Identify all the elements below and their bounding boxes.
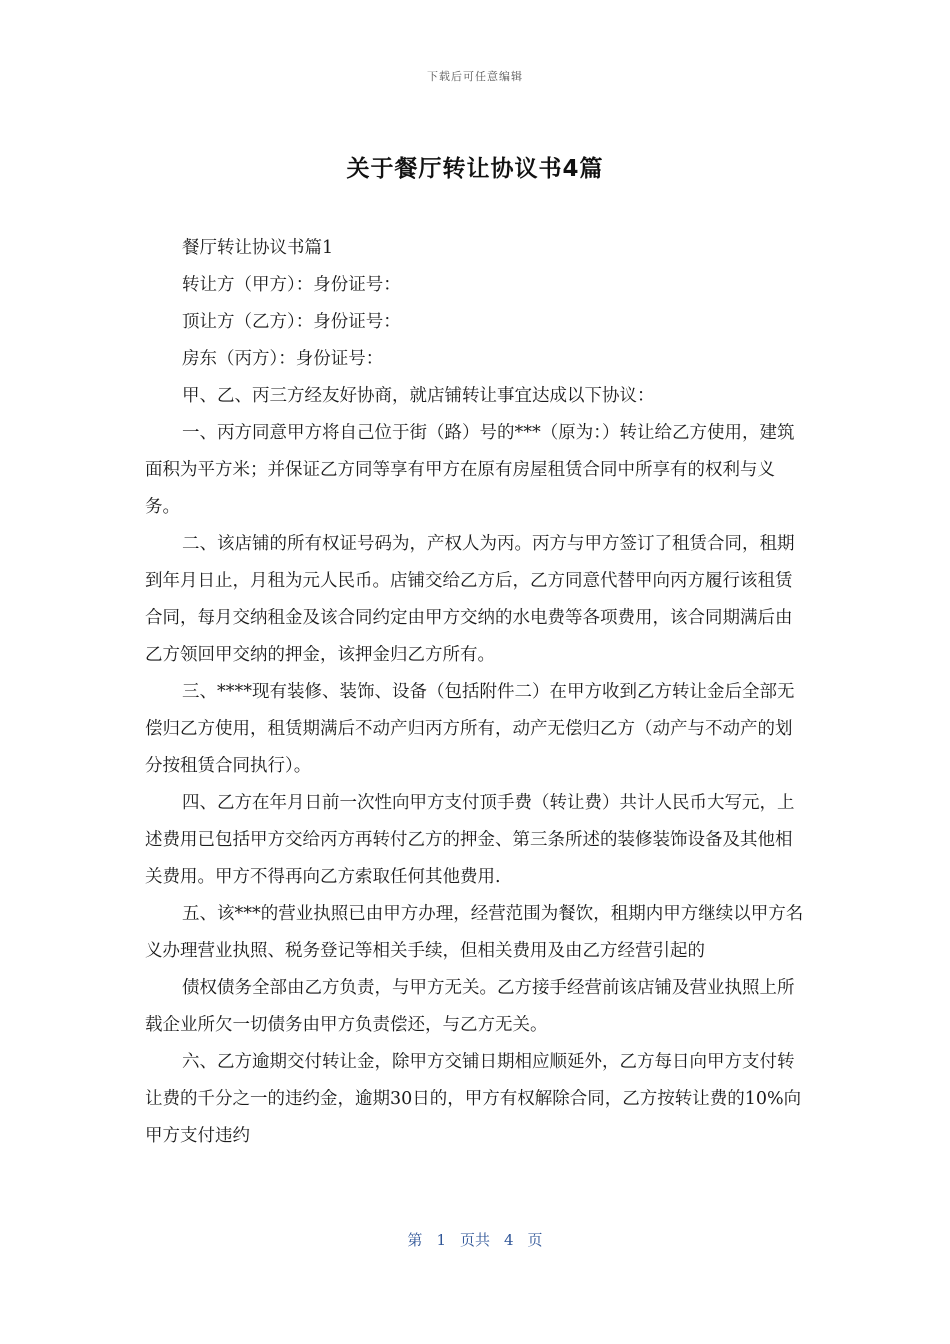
agreement-intro: 甲、乙、丙三方经友好协商，就店铺转让事宜达成以下协议：	[182, 386, 655, 406]
document-title: 关于餐厅转让协议书4篇	[346, 156, 604, 182]
clause-2: 二、该店铺的所有权证号码为，产权人为丙。丙方与甲方签订了租赁合同，租期到年月日止，月租为元人民币。店铺交给乙方后，乙方同意代替甲向丙方履行该租赁合同，每月交纳租金及该合同约定由甲方交纳的水电费等各项费用，该合同期满后由乙方领回甲交纳的押金，该押金归乙方所有。	[145, 534, 795, 665]
clause-6: 六、乙方逾期交付转让金，除甲方交铺日期相应顺延外，乙方每日向甲方支付转让费的千分之一的违约金，逾期30日的，甲方有权解除合同，乙方按转让费的10%向甲方支付违约	[145, 1052, 802, 1146]
clause-1: 一、丙方同意甲方将自己位于街（路）号的***（原为：）转让给乙方使用，建筑面积为平方米；并保证乙方同等享有甲方在原有房屋租赁合同中所享有的权利与义务。	[145, 423, 795, 517]
section-heading: 餐厅转让协议书篇1	[182, 238, 334, 258]
clause-5-continued: 债权债务全部由乙方负责，与甲方无关。乙方接手经营前该店铺及营业执照上所载企业所欠一切债务由甲方负责偿还，与乙方无关。	[145, 978, 795, 1035]
clause-4: 四、乙方在年月日前一次性向甲方支付顶手费（转让费）共计人民币大写元，上述费用已包括甲方交给丙方再转付乙方的押金、第三条所述的装修装饰设备及其他相关费用。甲方不得再向乙方索取任何其他费用.	[145, 793, 795, 887]
document-body	[145, 230, 807, 1155]
party-line-transferor: 转让方（甲方）：身份证号：	[182, 275, 401, 295]
clause-3: 三、****现有装修、装饰、设备（包括附件二）在甲方收到乙方转让金后全部无偿归乙方使用，租赁期满后不动产归丙方所有，动产无偿归乙方（动产与不动产的划分按租赁合同执行）。	[145, 682, 795, 776]
page-label-suffix: 页	[527, 1231, 543, 1249]
page-footer	[0, 1229, 950, 1250]
party-line-transferee: 顶让方（乙方）：身份证号：	[182, 312, 401, 332]
total-pages-number: 4	[504, 1231, 514, 1249]
page-header: 下载后可任意编辑	[427, 70, 523, 83]
clause-5: 五、该***的营业执照已由甲方办理，经营范围为餐饮，租期内甲方继续以甲方名义办理营业执照、税务登记等相关手续，但相关费用及由乙方经营引起的	[145, 904, 804, 961]
party-line-landlord: 房东（丙方）：身份证号：	[182, 349, 384, 369]
page-label-prefix: 第	[407, 1231, 423, 1249]
current-page-number: 1	[436, 1231, 446, 1249]
page-label-middle: 页共	[459, 1231, 490, 1249]
